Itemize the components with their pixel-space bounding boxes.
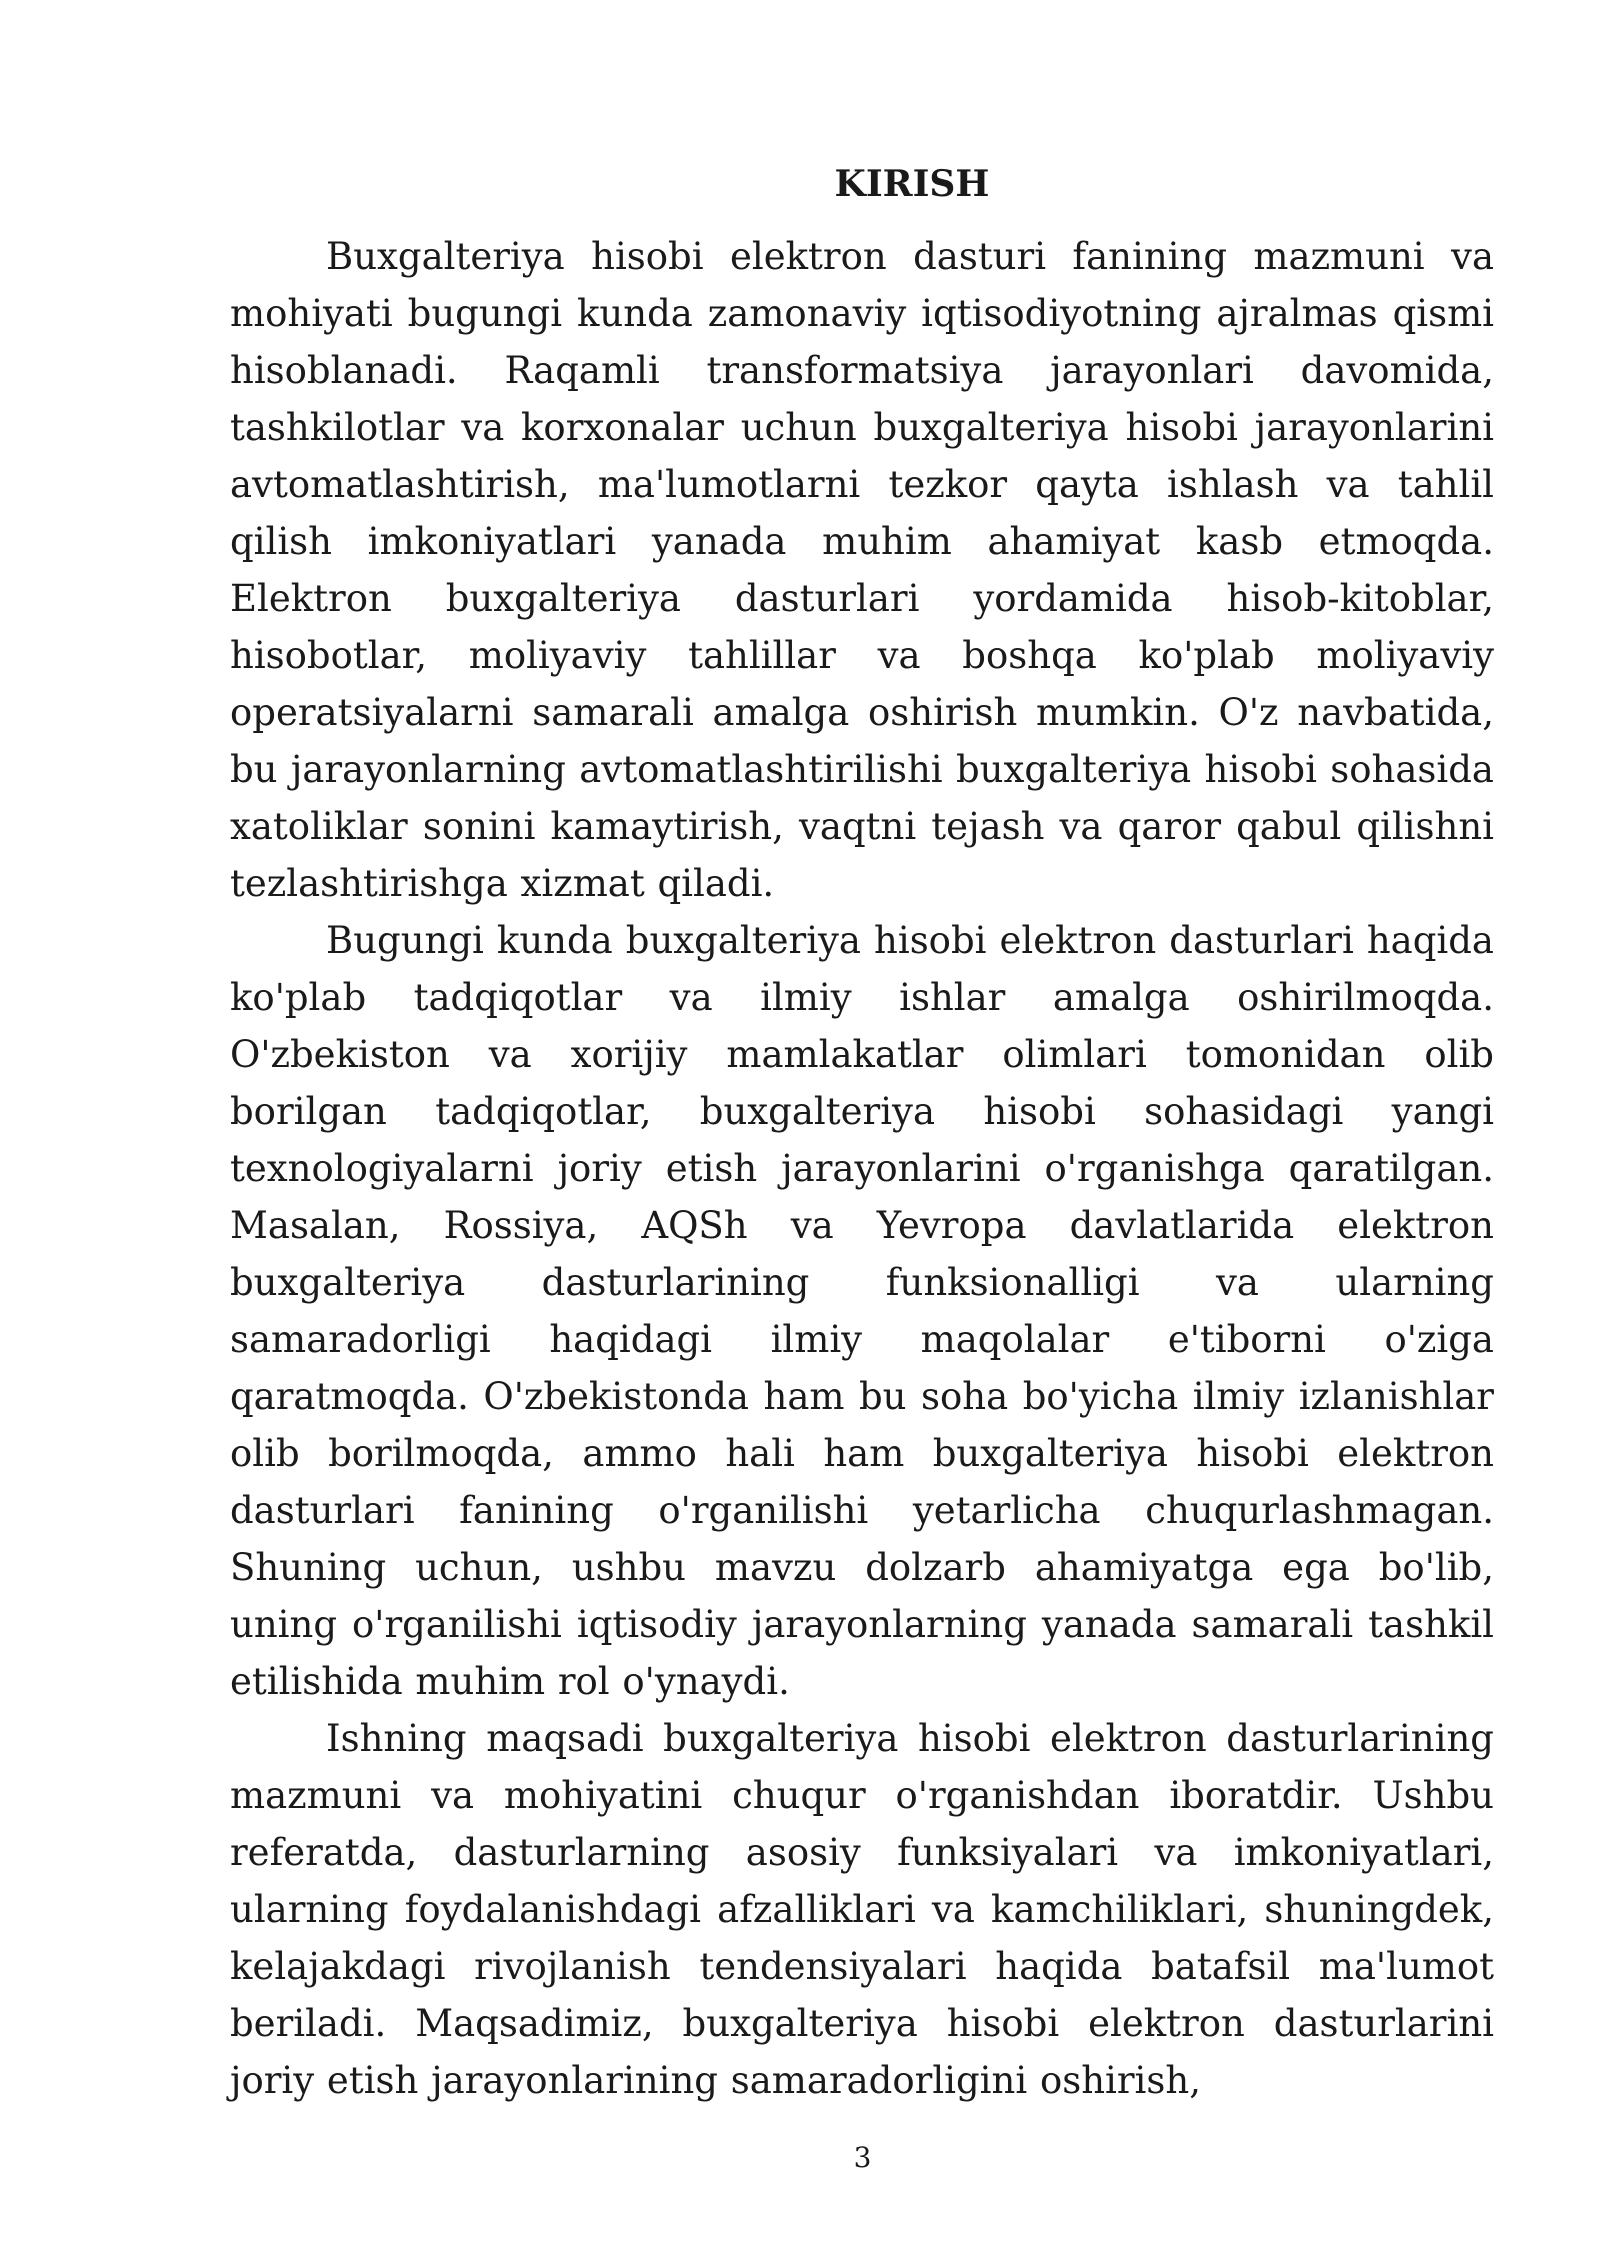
page-title: KIRISH	[834, 163, 990, 205]
paragraph-1: Buxgalteriya hisobi elektron dasturi fanining mazmuni va mohiyati bugungi kunda zamonaviy iqtisodiyotning ajralmas qismi hisoblanadi. Raqamli transformatsiya jarayonlari davomida, tashkilotlar va korxonalar uchun buxgalteriya hisobi jarayonlarini avtomatlashtirish, ma'lumotlarni tezkor qayta ishlash va tahlil qilish imkoniyatlari yanada muhim ahamiyat kasb etmoqda. Elektron buxgalteriya dasturlari yordamida hisob-kitoblar, hisobotlar, moliyaviy tahlillar va boshqa ko'plab moliyaviy operatsiyalarni samarali amalga oshirish mumkin. O'z navbatida, bu jarayonlarning avtomatlashtirilishi buxgalteriya hisobi sohasida xatoliklar sonini kamaytirish, vaqtni tejash va qaror qabul qilishni tezlashtirishga xizmat qiladi.	[230, 235, 1494, 905]
paragraph-2: Bugungi kunda buxgalteriya hisobi elektron dasturlari haqida ko'plab tadqiqotlar va ilmiy ishlar amalga oshirilmoqda. O'zbekiston va xorijiy mamlakatlar olimlari tomonidan olib borilgan tadqiqotlar, buxgalteriya hisobi sohasidagi yangi texnologiyalarni joriy etish jarayonlarini o'rganishga qaratilgan. Masalan, Rossiya, AQSh va Yevropa davlatlarida elektron buxgalteriya dasturlarining funksionalligi va ularning samaradorligi haqidagi ilmiy maqolalar e'tiborni o'ziga qaratmoqda. O'zbekistonda ham bu soha bo'yicha ilmiy izlanishlar olib borilmoqda, ammo hali ham buxgalteriya hisobi elektron dasturlari fanining o'rganilishi yetarlicha chuqurlashmagan. Shuning uchun, ushbu mavzu dolzarb ahamiyatga ega bo'lib, uning o'rganilishi iqtisodiy jarayonlarning yanada samarali tashkil etilishida muhim rol o'ynaydi.	[230, 919, 1494, 1703]
paragraph-3: Ishning maqsadi buxgalteriya hisobi elektron dasturlarining mazmuni va mohiyatini chuqur o'rganishdan iboratdir. Ushbu referatda, dasturlarning asosiy funksiyalari va imkoniyatlari, ularning foydalanishdagi afzalliklari va kamchiliklari, shuningdek, kelajakdagi rivojlanish tendensiyalari haqida batafsil ma'lumot beriladi. Maqsadimiz, buxgalteriya hisobi elektron dasturlarini joriy etish jarayonlarining samaradorligini oshirish,	[230, 1717, 1494, 2102]
page-number: 3	[853, 2141, 872, 2174]
page-content	[230, 160, 1494, 2109]
